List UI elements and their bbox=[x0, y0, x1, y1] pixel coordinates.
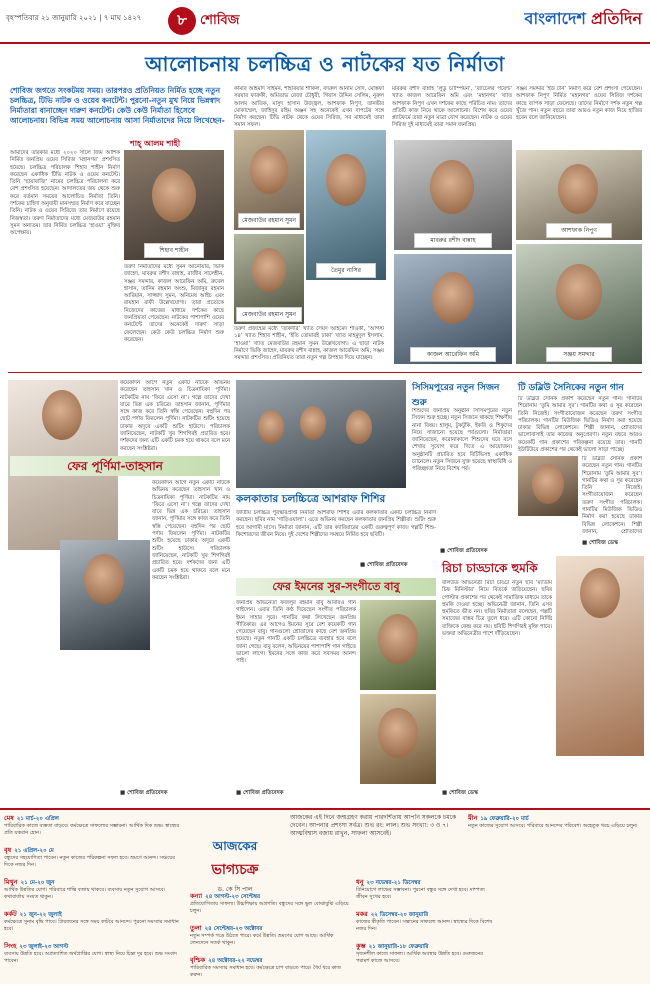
tw-body-2: টি ডব্লিউ সৈনিক প্রকাশ করেছেন নতুন গান। গানটির শিরোনাম ‘তুমি আমার সুর’। গানটির কথা ও সুর করেছেন তিনি নিজেই। সংগীতায়োজন করেছেন তরুণ সংগীত পরিচালক। গানটির মিউজিক ভিডিও নির্মাণ করা হয়েছে ঢাকার বিভিন্ন লোকেশনে। শিল্পী জানান, শ্রোতাদের bbox=[582, 456, 642, 535]
richa-byline: ■ শোবিজ ডেস্ক bbox=[442, 790, 478, 796]
page-number: ৮ bbox=[168, 7, 196, 35]
article-column-1: আমাদের তারকার মধ্যে ২০২০ সালে জিম আশিক নির্মিত জনপ্রিয় ওয়েব সিরিজ ‘মহানগর’ প্রশংসিত হয়েছে। চলচ্চিত্র পরিচালক শিহাব শাহীন নির্মাণ করেছেন একাধিক টিভি নাটক ও ওয়েব কনটেন্ট। তিনি ‘ছায়াবাজি’ নামের চলচ্চিত্র পরিচালনা করে বেশ প্রশংসিত হয়েছেন। আদালতের জয় থেকে শুরু করে বর্তমান সময়ের আলোচিত নির্মাতা তিনি। দর্শকের চাহিদা অনুযায়ী মানসম্মত নির্মাণ করে যাচ্ছেন তিনি। নাটক ও ওয়েব সিরিজে তার নির্মাণে রয়েছে নিজস্বতা। তরুণ নির্মাতাদের মধ্যে মেজবাউর রহমান সুমন অন্যতম। তার নির্মিত চলচ্চিত্র ‘হাওয়া’ মুক্তির অপেক্ষায়। bbox=[10, 150, 120, 237]
portrait-face bbox=[430, 160, 474, 214]
main-headline: আলোচনায় চলচ্চিত্র ও নাটকের যত নির্মাতা bbox=[145, 52, 505, 76]
zodiac-date: ২৩ জুলাই-২৩ আগস্ট bbox=[19, 944, 69, 950]
portrait-face bbox=[84, 554, 124, 604]
portrait-face bbox=[580, 568, 620, 618]
zodiac-name: সিংহ bbox=[4, 942, 17, 950]
zodiac-date: ২১ মে-২০ জুন bbox=[20, 880, 55, 886]
zodiac-3 bbox=[4, 878, 184, 908]
zodiac-date: ১৯ ফেব্রুয়ারি-২০ মার্চ bbox=[480, 816, 529, 822]
zodiac-11 bbox=[356, 942, 496, 980]
zodiac-date: ২২ ডিসেম্বর-২০ জানুয়ারি bbox=[370, 912, 429, 918]
main-byline: শাহ্ আলম শাহী bbox=[130, 139, 181, 148]
zodiac-date: ২১ মার্চ-২০ এপ্রিল bbox=[16, 816, 59, 822]
caption-bannah: মাবরুর রশীদ বান্নাহ bbox=[414, 233, 492, 248]
zodiac-text: নতুন কাজের সুযোগ আসবে। পরিবারে আনন্দের পরিবেশ। অহেতুক খরচ এড়িয়ে চলুন। bbox=[468, 823, 638, 830]
zodiac-name: বৃশ্চিক bbox=[190, 956, 206, 964]
portrait-face bbox=[42, 390, 82, 440]
zodiac-date: ২১ জানুয়ারি-১৮ ফেব্রুয়ারি bbox=[368, 944, 429, 950]
portrait-face bbox=[532, 464, 564, 504]
zodiac-7 bbox=[190, 924, 350, 954]
zodiac-4 bbox=[4, 910, 184, 940]
photo-omi bbox=[394, 254, 512, 364]
zodiac-2 bbox=[4, 846, 184, 876]
photo-sanjoy bbox=[516, 244, 642, 364]
logo-text-1: বাংলাদেশ bbox=[524, 9, 586, 28]
tw-body: টি ডব্লিউ সৈনিক প্রকাশ করেছেন নতুন গান। গানটির শিরোনাম ‘তুমি আমার সুর’। গানটির কথা ও সুর করেছেন তিনি নিজেই। সংগীতায়োজন করেছেন তরুণ সংগীত পরিচালক। গানটির মিউজিক ভিডিও নির্মাণ করা হয়েছে ঢাকার বিভিন্ন লোকেশনে। শিল্পী জানান, শ্রোতাদের ভালোবাসাই তার কাজের অনুপ্রেরণা। নতুন বছরে আরও কয়েকটি গান প্রকাশের পরিকল্পনা রয়েছে তার। গানটি ইউটিউবে প্রকাশের পর থেকেই ভালো সাড়া পাচ্ছে। bbox=[518, 396, 642, 454]
zodiac-6 bbox=[190, 892, 350, 922]
zodiac-10 bbox=[356, 910, 496, 940]
lead-paragraph: শোবিজ জগতে সংকটময় সময়। তারপরও প্রতিনিয়ত নির্মিত হচ্ছে নতুন চলচ্চিত্র, টিভি নাটক ও ওয়েব কনটেন্ট। পুরনো-নতুন মুখ নিয়ে ভিন্নস্বাদ নির্মাতারা বানাচ্ছেন দারুণ কনটেন্ট। কেউ কেউ নির্মাতা হিসেবে আলোচনায়। বিভিন্ন সময় আলোচনায় আসা নির্মাতাদের নিয়ে লিখেছেন- bbox=[10, 86, 225, 126]
portrait-face bbox=[432, 272, 474, 324]
zodiac-text: প্রতিযোগিতায় সাফল্য। উচ্চশিক্ষায় অগ্রগতি। বন্ধুদের সঙ্গে ভুল বোঝাবুঝি এড়িয়ে চলুন। bbox=[190, 901, 349, 915]
zodiac-name: ধনু bbox=[356, 878, 364, 886]
richa-headline: রিচা চাড্ডাকে হুমকি bbox=[442, 561, 538, 575]
babu-ribbon: ফের ইমনের সুর-সংগীতে বাবু bbox=[236, 578, 436, 596]
richa-body: বলিউড অভিনেত্রী রিচা চাড্ডা নতুন ছবি ‘ম্যাডাম চিফ মিনিস্টার’ নিয়ে বিতর্কে জড়িয়েছেন। ছবির পোস্টার প্রকাশের পর থেকেই সামাজিক মাধ্যমে তাকে হুমকি দেওয়া হচ্ছে। অভিনেত্রী জানান, তিনি এসব হুমকিতে ভীত নন। ছবির নির্মাতারা বলেছেন, গল্পটি সমাজের বাস্তব চিত্র তুলে ধরে। এটি কোনো নির্দিষ্ট ব্যক্তিকে কেন্দ্র করে নয়। ছবিটি শিগগিরই মুক্তি পাবে। ভক্তরা অভিনেত্রীর পাশে দাঁড়িয়েছেন। bbox=[442, 580, 552, 638]
horoscope-intro: আজকের এই দিনে জন্মগ্রহণ করায় পারদর্শিতায় আপনি সকলকে চমকে দেবেন। আপনার প্রশংসা সর্বত্র। শুভ রং: লাল। শুভ সংখ্যা: ৩ ও ৭। আত্মবিশ্বাস বজায় রাখুন, সাফল্য আসবেই। bbox=[290, 814, 457, 838]
portrait-face bbox=[326, 154, 366, 206]
purnima-ribbon: ফের পূর্ণিমা-তাহসান bbox=[10, 456, 220, 476]
photo-tw bbox=[518, 456, 578, 516]
photo-kolkata bbox=[236, 380, 406, 488]
zodiac-text: নতুন সম্পর্ক গড়ে উঠতে পারে। কর্মে উন্নতি। ভ্রমণের যোগ আছে। আর্থিক লেনদেনে সতর্ক থাকুন। bbox=[190, 933, 334, 947]
page-marker bbox=[168, 6, 268, 36]
portrait-face bbox=[378, 614, 418, 664]
horoscope-title-2: ভাগ্যচক্র bbox=[211, 862, 259, 878]
zodiac-text: কর্মক্ষেত্রে সুনাম বৃদ্ধি পাবে। প্রিয়জনের সঙ্গে সময় কাটবে আনন্দে। পুরনো সমস্যার সমাধান হবে। bbox=[4, 919, 179, 933]
sisimpur-body: শিশুদের জনপ্রিয় অনুষ্ঠান সিসিমপুরের নতুন সিজন শুরু হচ্ছে। নতুন সিজনে থাকছে শিক্ষণীয় নানা বিষয়। হালুম, টুকটুকি, ইকরি ও শিকুদের নিয়ে সাজানো হয়েছে পর্বগুলো। নির্মাতারা জানিয়েছেন, করোনাকালে শিশুদের ঘরে বসে শেখার সুযোগ করে দিতে এ আয়োজন। অনুষ্ঠানটি প্রচারিত হবে বিটিভিসহ একাধিক চ্যানেলে। নতুন সিজনে যুক্ত হয়েছে স্বাস্থ্যবিধি ও পরিচ্ছন্নতা নিয়ে বিশেষ পর্ব। bbox=[412, 408, 512, 473]
photo-tahsan bbox=[60, 540, 150, 650]
logo-text-2: প্রতিদিন bbox=[590, 9, 642, 28]
photo-richa bbox=[556, 556, 644, 756]
zodiac-text: কাজের স্বীকৃতি পাবেন। সন্তানের সাফল্যে আনন্দ। স্বাস্থ্যের দিকে বিশেষ নজর দিন। bbox=[356, 919, 493, 933]
portrait-face bbox=[252, 248, 286, 292]
zodiac-name: মীন bbox=[468, 814, 478, 822]
zodiac-text: সৃজনশীল কাজে সাফল্য। আর্থিক অবস্থার উন্নতি হবে। গুরুজনের পরামর্শ কাজে আসবে। bbox=[356, 951, 484, 965]
article-column-3: কামার আহমাদ সাইমন, শাহরিয়ার শাকিল, বদরুল আনাম সৌদ, মোস্তফা সরয়ার ফারুকী, অমিতাভ রেজা চৌধুরী, গিয়াস উদ্দিন সেলিম, নুরুল আলম আতিক, মাসুদ হাসান উজ্জ্বল, আশফাক নিপুণ, তানভীর মোকাম্মেল, জাহিদুর রহিম অঞ্জন সহ অনেকেই এখন দাপটের সঙ্গে নির্মাণ করছেন। টিভি নাটক থেকে ওয়েব সিরিজ, সব মাধ্যমেই তারা সমান সফল। bbox=[234, 86, 384, 128]
zodiac-name: তুলা bbox=[190, 924, 202, 932]
date-line: বৃহস্পতিবার ২১ জানুয়ারি ২০২১ | ৭ মাঘ ১৪২৭ bbox=[6, 14, 142, 22]
caption-omi: কাজল আরেফিন অমি bbox=[410, 347, 496, 362]
portrait-face bbox=[152, 168, 196, 222]
photo-babu bbox=[360, 600, 436, 690]
babu-byline: ■ শোবিজ প্রতিবেদক bbox=[236, 790, 284, 796]
sisimpur-headline: সিসিমপুরের নতুন সিজন শুরু bbox=[412, 383, 500, 408]
zodiac-text: বন্ধুদের সহযোগিতা পাবেন। নতুন কাজের পরিকল্পনা সফল হবে। ভ্রমণে আনন্দ। সঞ্চয়ের দিকে নজর দিন। bbox=[4, 855, 175, 869]
portrait-face bbox=[346, 410, 372, 444]
portrait-face bbox=[258, 410, 284, 444]
portrait-face bbox=[558, 164, 598, 214]
zodiac-text: পারিবারিক সমস্যার সমাধান হবে। কর্মক্ষেত্রে চাপ বাড়তে পারে। ধৈর্য ধরে কাজ করুন। bbox=[190, 965, 342, 979]
zodiac-date: ২১ এপ্রিল-২০ মে bbox=[14, 848, 54, 854]
caption-sumon: মেজবাউর রহমান সুমন bbox=[236, 307, 302, 322]
photo-sumon bbox=[234, 234, 304, 324]
zodiac-text: পারিবারিক কাজে ব্যস্ততা বাড়বে। কর্মক্ষেত্রে সাফল্যের সম্ভাবনা। আর্থিক দিক শুভ। স্বাস্থ্যের প্রতি যত্নবান হোন। bbox=[4, 823, 180, 837]
zodiac-text: ব্যবসায় উন্নতি হবে। অপ্রত্যাশিত অর্থপ্রাপ্তির যোগ। স্বাস্থ্য নিয়ে চিন্তা দূর হবে। শুভ সংবাদ পাবেন। bbox=[4, 951, 177, 965]
photo-bannah bbox=[394, 140, 512, 250]
horoscope-title-1: আজকের bbox=[212, 839, 258, 853]
zodiac-name: কর্কট bbox=[4, 910, 17, 918]
section-name: শোবিজ bbox=[200, 12, 240, 28]
caption-sanjoy: সঞ্জয় সমদ্দার bbox=[546, 347, 612, 362]
zodiac-name: কন্যা bbox=[190, 892, 203, 900]
purnima-body-2: কয়েকদিন আগে নতুন একটি নাটকে অভিনয় করেছেন তাহসান খান ও চিত্রনায়িকা পূর্ণিমা। নাটকটির নাম ‘ফিরে এসো না’। গল্পে তাদের দেখা যাবে ভিন্ন এক চরিত্রে। তাহসান জানান, পূর্ণিমার সঙ্গে কাজ করে তিনি স্বস্তি পেয়েছেন। বহুদিন পর ছোট পর্দায় ফিরলেন পূর্ণিমা। নাটকটির শুটিং হয়েছে ঢাকার অদূরে একটি শুটিং হাউসে। পরিচালক জানিয়েছেন, নাটকটি খুব শিগগিরই প্রচারিত হবে। দর্শকদের জন্য এটি একটি চমক হয়ে থাকবে বলে মনে করছেন সংশ্লিষ্টরা। bbox=[152, 480, 230, 581]
kolkata-headline: কলকাতার চলচ্চিত্রে আশরাফ শিশির bbox=[236, 493, 386, 505]
kolkata-body: জাতীয় চলচ্চিত্র পুরস্কারপ্রাপ্ত নির্মাতা আশরাফ শিশির এবার কলকাতার একটি চলচ্চিত্র নির্মাণ করছেন। ছবির নাম ‘গাড়িওয়ালা’। এতে অভিনয় করছেন কলকাতার জনপ্রিয় শিল্পীরা। শুটিং শুরু হবে আগামী মাসে। নির্মাতা জানান, এটি তার ক্যারিয়ারের একটি গুরুত্বপূর্ণ কাজ। গল্পটি শিশু-কিশোরদের জীবন নিয়ে। দুই দেশের শিল্পীদের সমন্বয়ে নির্মিত হবে ছবিটি। bbox=[236, 510, 436, 538]
purnima-body: কয়েকদিন আগে নতুন একটি নাটকে অভিনয় করেছেন তাহসান খান ও চিত্রনায়িকা পূর্ণিমা। নাটকটির নাম ‘ফিরে এসো না’। গল্পে তাদের দেখা যাবে ভিন্ন এক চরিত্রে। তাহসান জানান, পূর্ণিমার সঙ্গে কাজ করে তিনি স্বস্তি পেয়েছেন। বহুদিন পর ছোট পর্দায় ফিরলেন পূর্ণিমা। নাটকটির শুটিং হয়েছে ঢাকার অদূরে একটি শুটিং হাউসে। পরিচালক জানিয়েছেন, নাটকটি খুব শিগগিরই প্রচারিত হবে। দর্শকদের জন্য এটি একটি চমক হয়ে থাকবে বলে মনে করছেন সংশ্লিষ্টরা। bbox=[120, 380, 230, 452]
zodiac-date: ২১ জুন-২২ জুলাই bbox=[19, 912, 62, 918]
zodiac-12 bbox=[468, 814, 646, 874]
zodiac-name: মিথুন bbox=[4, 878, 18, 886]
zodiac-8 bbox=[190, 956, 350, 982]
photo-taukir bbox=[306, 130, 386, 280]
zodiac-5 bbox=[4, 942, 184, 980]
portrait-face bbox=[300, 406, 326, 440]
zodiac-date: ২৩ নভেম্বর-২১ ডিসেম্বর bbox=[366, 880, 421, 886]
sisimpur-byline: ■ শোবিজ প্রতিবেদক bbox=[440, 548, 488, 554]
caption-taukir: তৈমুর নাসির bbox=[316, 263, 376, 278]
tw-headline: টি ডব্লিউ সৈনিকের নতুন গান bbox=[518, 383, 624, 393]
purnima-byline: ■ শোবিজ প্রতিবেদক bbox=[120, 790, 168, 796]
babu-body: জনপ্রিয় অভিনেতা ফজলুর রহমান বাবু আবারও গান গাইলেন। এবার তিনি কণ্ঠ দিয়েছেন সংগীত পরিচালক ইমন সাহার সুরে। গানটির কথা লিখেছেন জনপ্রিয় গীতিকার। এর আগেও ইমনের সুরে বেশ কয়েকটি গান গেয়েছেন বাবু। গানগুলো শ্রোতাদের কাছে বেশ জনপ্রিয় হয়েছে। নতুন গানটি একটি চলচ্চিত্রে ব্যবহার হবে বলে জানা গেছে। বাবু বলেন, অভিনয়ের পাশাপাশি গান গাইতে ভালো লাগে। ইমনের সঙ্গে কাজ করে সবসময় আনন্দ পাই। bbox=[236, 600, 356, 665]
horoscope-title bbox=[190, 838, 280, 893]
photo-mezba bbox=[234, 130, 304, 230]
portrait-face bbox=[250, 146, 288, 194]
zodiac-date: ২৪ অক্টোবর-২২ নভেম্বর bbox=[208, 958, 263, 964]
portrait-face bbox=[378, 708, 418, 758]
photo-shihab bbox=[124, 150, 224, 260]
article-column-4: তরুণ প্রজন্মের মধ্যে ‘তাকদীর’ খ্যাত সৈয়দ আহমেদ শাওকী, ‘আগস্ট ১৪’ খ্যাত শিহাব শাহীন, ‘ইতি তোমারই ঢাকা’ খ্যাত মাহমুদুল ইসলাম, ‘হাওয়া’ খ্যাত মেজবাউর রহমান সুমন উল্লেখযোগ্য। এ ছাড়া নাটক নির্মাণে ভিকি জাহেদ, মাবরুর রশীদ বান্নাহ, কাজল আরেফিন অমি, সঞ্জয় সমদ্দার প্রশংসিত। প্রতিনিয়ত তারা নতুন গল্প উপহার দিয়ে যাচ্ছেন। bbox=[234, 326, 384, 362]
photo-nipun bbox=[516, 150, 642, 240]
newspaper-logo[interactable] bbox=[492, 6, 642, 38]
zodiac-name: মেষ bbox=[4, 814, 14, 822]
article-column-5: মাবরুর রশীদ বান্নাহ ‘লুডু চ্যাম্পিয়ন’, ‘ব্যাচেলর পয়েন্ট’ খ্যাত কাজল আরেফিন অমি এবং ‘মহানগর’ খ্যাত আশফাক নিপুণ এখন দর্শকের কাছে পরিচিত নাম। তাদের প্রতিটি কাজ নিয়ে থাকে আলোচনা। বিশেষ করে ওয়েব প্ল্যাটফর্মে তারা নতুন মাত্রা যোগ করেছেন। নাটক ও ওয়েব সিরিজ দুই মাধ্যমেই তারা সমান জনপ্রিয়। bbox=[392, 86, 512, 129]
zodiac-date: ২৪ আগস্ট-২৩ সেপ্টেম্বর bbox=[205, 894, 260, 900]
astrologer-name: ড. কে সি পাল bbox=[217, 886, 253, 893]
zodiac-date: ২৪ সেপ্টেম্বর-২৩ অক্টোবর bbox=[204, 926, 263, 932]
portrait-face bbox=[556, 264, 602, 320]
zodiac-1 bbox=[4, 814, 184, 844]
zodiac-9 bbox=[356, 878, 496, 908]
caption-mezba: মেজবাউর রহমান সুমন bbox=[238, 213, 300, 228]
zodiac-name: বৃষ bbox=[4, 846, 12, 854]
caption-nipun: আশফাক নিপুণ bbox=[546, 223, 612, 238]
zodiac-text: আর্থিক উন্নতির যোগ। পরিবারে শান্তি বজায় থাকবে। ব্যবসায় নতুন সুযোগ আসবে। কথাবার্তায় সংযত থাকুন। bbox=[4, 887, 166, 901]
zodiac-text: বিনিয়োগে লাভের সম্ভাবনা। পুরনো বন্ধুর সঙ্গে দেখা হবে। দাম্পত্য জীবন সুখের হবে। bbox=[356, 887, 485, 901]
tw-byline: ■ শোবিজ ডেস্ক bbox=[582, 540, 618, 546]
kolkata-byline: ■ শোবিজ প্রতিবেদক bbox=[360, 562, 408, 568]
caption-shihab: শিহাব শাহীন bbox=[144, 243, 204, 258]
article-column-2: তরুণ নির্মাতাদের মধ্যে সুমন আনোয়ার, ভিকি জাহেদ, মাবরুর রশীদ বান্নাহ, রাজীব সালেহীন, সঞ্জয় সমদ্দার, কাজল আরেফিন অমি, রুবেল হাসান, তানিম রহমান অংশু, মিজানুর রহমান আরিয়ান, সাজ্জাদ সুমন, অনিমেষ আইচ এবং রায়হান রাফী উল্লেখযোগ্য। তারা প্রত্যেকে নিজেদের কাজের মাধ্যমে দর্শকের কাছে জনপ্রিয়তা পেয়েছেন। নাটকের পাশাপাশি ওয়েব কনটেন্টে তাদের অনেকেই দারুণ সাড়া ফেলেছেন। কেউ কেউ চলচ্চিত্র নির্মাণ শুরু করেছেন। bbox=[124, 264, 224, 343]
article-column-6: সঞ্জয় সমদ্দার ‘ইউ টার্ন’ নির্মাণ করে বেশ প্রশংসা পেয়েছেন। আশফাক নিপুণ নির্মিত ‘মহানগর’ ওয়েব সিরিজ দর্শকের কাছে ব্যাপক সাড়া ফেলেছে। তাদের নির্মাণে দর্শক নতুন গল্প খুঁজে পান। নতুন বছরে তারা আরও নতুন কাজ নিয়ে হাজির হবেন বলে জানিয়েছেন। bbox=[516, 86, 642, 122]
zodiac-name: কুম্ভ bbox=[356, 942, 366, 950]
photo-emon bbox=[360, 694, 436, 784]
masthead bbox=[0, 0, 650, 44]
zodiac-name: মকর bbox=[356, 910, 368, 918]
